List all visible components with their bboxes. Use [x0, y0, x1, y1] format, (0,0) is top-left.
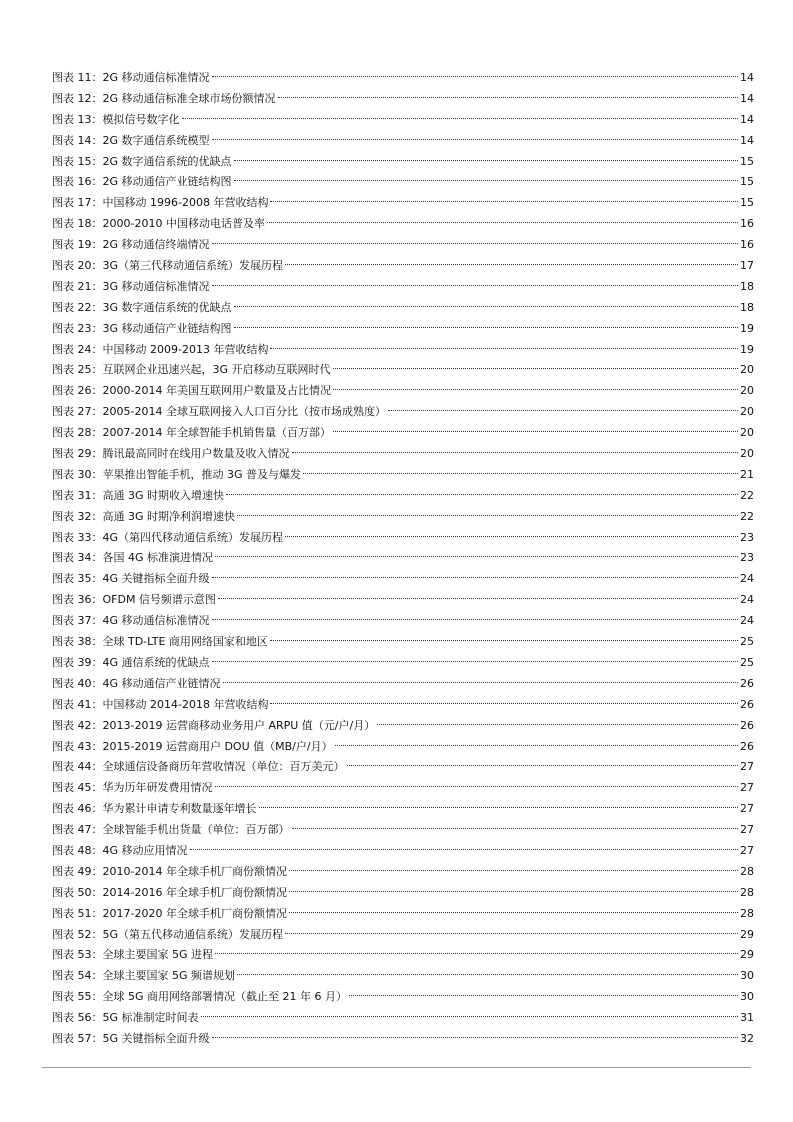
toc-entry-title[interactable]: 图表 11：2G 移动通信标准情况 — [52, 71, 210, 84]
dot-leader — [289, 912, 738, 913]
footer-divider — [42, 1067, 751, 1068]
toc-entry[interactable] — [52, 193, 754, 214]
toc-entry-page-number[interactable]: 27 — [740, 760, 754, 774]
toc-entry[interactable] — [52, 548, 754, 569]
toc-entry[interactable] — [52, 256, 754, 277]
toc-entry[interactable] — [52, 945, 754, 966]
toc-entry-title[interactable]: 图表 13：模拟信号数字化 — [52, 112, 180, 126]
toc-entry-page-number[interactable]: 17 — [740, 259, 754, 273]
toc-entry-title[interactable]: 图表 41：中国移动 2014-2018 年营收结构 — [52, 697, 269, 711]
toc-entry-title[interactable]: 图表 27：2005-2014 全球互联网接入人口百分比（按市场成熟度） — [52, 405, 386, 419]
toc-entry[interactable] — [52, 507, 754, 528]
toc-entry-page-number[interactable]: 24 — [740, 593, 754, 607]
table-of-figures — [52, 68, 754, 1050]
toc-entry-title[interactable]: 图表 53：全球主要国家 5G 进程 — [52, 948, 214, 962]
dot-leader — [270, 640, 738, 641]
toc-entry-page-number[interactable]: 27 — [740, 823, 754, 837]
toc-entry-title[interactable]: 图表 26：2000-2014 年美国互联网用户数量及占比情况 — [52, 384, 331, 398]
dot-leader — [226, 494, 738, 495]
toc-entry[interactable] — [52, 152, 754, 173]
toc-entry[interactable] — [52, 214, 754, 235]
toc-entry-page-number[interactable]: 19 — [740, 321, 754, 335]
toc-entry[interactable] — [52, 925, 754, 946]
toc-entry-page-number[interactable]: 27 — [740, 802, 754, 816]
toc-entry[interactable] — [52, 778, 754, 799]
dot-leader — [285, 536, 738, 537]
toc-entry-title[interactable]: 图表 43：2015-2019 运营商用户 DOU 值（MB/户/月） — [52, 739, 333, 753]
toc-entry-title[interactable]: 图表 34：各国 4G 标准演进情况 — [52, 551, 214, 565]
toc-entry[interactable] — [52, 68, 754, 89]
toc-entry-title[interactable]: 图表 20：3G（第三代移动通信系统）发展历程 — [52, 259, 284, 273]
dot-leader — [377, 724, 738, 725]
dot-leader — [349, 995, 738, 996]
toc-entry-page-number[interactable]: 29 — [740, 927, 754, 941]
toc-entry-title[interactable]: 图表 21：3G 移动通信标准情况 — [52, 279, 210, 293]
toc-entry-title[interactable]: 图表 23：3G 移动通信产业链结构图 — [52, 321, 232, 335]
toc-entry-page-number[interactable]: 25 — [740, 655, 754, 669]
toc-entry-page-number[interactable]: 18 — [740, 300, 754, 314]
dot-leader — [201, 1016, 738, 1017]
toc-entry-title[interactable]: 图表 32：高通 3G 时期净利润增速快 — [52, 509, 236, 523]
toc-entry-page-number[interactable]: 26 — [740, 718, 754, 732]
toc-entry[interactable] — [52, 1029, 754, 1050]
toc-entry[interactable] — [52, 695, 754, 716]
dot-leader — [333, 389, 738, 390]
toc-entry-page-number[interactable]: 20 — [740, 363, 754, 377]
dot-leader — [270, 703, 738, 704]
toc-entry-page-number[interactable]: 15 — [740, 196, 754, 210]
toc-entry-title[interactable]: 图表 36：OFDM 信号频谱示意图 — [52, 593, 216, 607]
dot-leader — [234, 180, 738, 181]
toc-entry-title[interactable]: 图表 18：2000-2010 中国移动电话普及率 — [52, 217, 265, 231]
dot-leader — [212, 577, 738, 578]
toc-entry-title[interactable]: 图表 55：全球 5G 商用网络部署情况（截止至 21 年 6 月） — [52, 990, 347, 1004]
dot-leader — [234, 327, 738, 328]
toc-entry-title[interactable]: 图表 33：4G（第四代移动通信系统）发展历程 — [52, 530, 284, 544]
toc-entry-title[interactable]: 图表 45：华为历年研发费用情况 — [52, 781, 213, 795]
dot-leader — [223, 682, 738, 683]
toc-entry[interactable] — [52, 402, 754, 423]
dot-leader — [212, 285, 738, 286]
toc-entry-title[interactable]: 图表 17：中国移动 1996-2008 年营收结构 — [52, 196, 269, 210]
toc-entry-page-number[interactable]: 26 — [740, 739, 754, 753]
toc-entry-title[interactable]: 图表 22：3G 数字通信系统的优缺点 — [52, 300, 232, 314]
toc-entry-page-number[interactable]: 24 — [740, 614, 754, 628]
toc-entry[interactable] — [52, 841, 754, 862]
toc-entry-title[interactable]: 图表 42：2013-2019 运营商移动业务用户 ARPU 值（元/户/月） — [52, 718, 376, 732]
toc-entry-page-number[interactable]: 28 — [740, 906, 754, 920]
dot-leader — [218, 598, 738, 599]
toc-entry-title[interactable]: 图表 15：2G 数字通信系统的优缺点 — [52, 154, 232, 168]
toc-entry[interactable] — [52, 131, 754, 152]
toc-entry-title[interactable]: 图表 54：全球主要国家 5G 频谱规划 — [52, 969, 236, 983]
toc-entry-title[interactable]: 图表 30：苹果推出智能手机，推动 3G 普及与爆发 — [52, 467, 302, 481]
toc-entry-title[interactable]: 图表 52：5G（第五代移动通信系统）发展历程 — [52, 927, 284, 941]
toc-entry-title[interactable]: 图表 51：2017-2020 年全球手机厂商份额情况 — [52, 906, 287, 920]
dot-leader — [270, 201, 738, 202]
toc-entry[interactable] — [52, 172, 754, 193]
dot-leader — [289, 891, 738, 892]
toc-entry[interactable] — [52, 340, 754, 361]
toc-entry[interactable] — [52, 89, 754, 110]
toc-entry-title[interactable]: 图表 12：2G 移动通信标准全球市场份额情况 — [52, 91, 276, 105]
dot-leader — [212, 619, 738, 620]
dot-leader — [234, 160, 738, 161]
toc-entry-page-number[interactable]: 23 — [740, 530, 754, 544]
toc-entry[interactable] — [52, 862, 754, 883]
toc-entry[interactable] — [52, 737, 754, 758]
toc-entry[interactable] — [52, 716, 754, 737]
toc-entry[interactable] — [52, 486, 754, 507]
toc-entry-title[interactable]: 图表 29：腾讯最高同时在线用户数量及收入情况 — [52, 447, 290, 461]
toc-entry[interactable] — [52, 528, 754, 549]
dot-leader — [292, 452, 739, 453]
dot-leader — [182, 118, 739, 119]
toc-entry-page-number[interactable]: 21 — [740, 467, 754, 481]
dot-leader — [215, 786, 739, 787]
toc-entry[interactable] — [52, 110, 754, 131]
toc-entry[interactable] — [52, 883, 754, 904]
toc-entry-page-number[interactable]: 14 — [740, 71, 754, 84]
toc-entry-title[interactable]: 图表 57：5G 关键指标全面升级 — [52, 1031, 210, 1045]
toc-entry-page-number[interactable]: 20 — [740, 426, 754, 440]
toc-entry-title[interactable]: 图表 35：4G 关键指标全面升级 — [52, 572, 210, 586]
toc-entry[interactable] — [52, 757, 754, 778]
dot-leader — [215, 556, 738, 557]
toc-entry-title[interactable]: 图表 40：4G 移动通信产业链情况 — [52, 676, 221, 690]
toc-entry-title[interactable]: 图表 46：华为累计申请专利数量逐年增长 — [52, 802, 257, 816]
dot-leader — [270, 348, 738, 349]
dot-leader — [285, 933, 738, 934]
toc-entry[interactable] — [52, 820, 754, 841]
toc-entry-page-number[interactable]: 22 — [740, 488, 754, 502]
toc-entry-page-number[interactable]: 15 — [740, 175, 754, 189]
toc-entry-page-number[interactable]: 14 — [740, 91, 754, 105]
toc-entry[interactable] — [52, 235, 754, 256]
dot-leader — [259, 807, 739, 808]
toc-entry-page-number[interactable]: 30 — [740, 969, 754, 983]
toc-entry-page-number[interactable]: 27 — [740, 843, 754, 857]
toc-entry-title[interactable]: 图表 38：全球 TD-LTE 商用网络国家和地区 — [52, 635, 268, 649]
toc-entry-title[interactable]: 图表 28：2007-2014 年全球智能手机销售量（百万部） — [52, 426, 331, 440]
dot-leader — [347, 765, 739, 766]
toc-entry[interactable] — [52, 381, 754, 402]
dot-leader — [190, 849, 738, 850]
toc-entry-title[interactable]: 图表 47：全球智能手机出货量（单位：百万部） — [52, 823, 290, 837]
toc-entry-title[interactable]: 图表 24：中国移动 2009-2013 年营收结构 — [52, 342, 269, 356]
toc-entry[interactable] — [52, 590, 754, 611]
toc-entry-page-number[interactable]: 26 — [740, 697, 754, 711]
dot-leader — [212, 243, 738, 244]
dot-leader — [215, 953, 738, 954]
toc-entry-page-number[interactable]: 18 — [740, 279, 754, 293]
toc-entry-page-number[interactable]: 31 — [740, 1011, 754, 1025]
toc-entry-page-number[interactable]: 19 — [740, 342, 754, 356]
toc-entry[interactable] — [52, 465, 754, 486]
dot-leader — [212, 139, 738, 140]
toc-entry-page-number[interactable]: 26 — [740, 676, 754, 690]
toc-entry-title[interactable]: 图表 37：4G 移动通信标准情况 — [52, 614, 210, 628]
toc-entry-page-number[interactable]: 20 — [740, 405, 754, 419]
toc-entry-title[interactable]: 图表 14：2G 数字通信系统模型 — [52, 133, 210, 147]
toc-entry[interactable] — [52, 966, 754, 987]
toc-entry-page-number[interactable]: 29 — [740, 948, 754, 962]
toc-entry[interactable] — [52, 319, 754, 340]
dot-leader — [333, 368, 738, 369]
toc-entry-page-number[interactable]: 27 — [740, 781, 754, 795]
toc-entry-title[interactable]: 图表 31：高通 3G 时期收入增速快 — [52, 488, 225, 502]
toc-entry-page-number[interactable]: 28 — [740, 885, 754, 899]
toc-entry-page-number[interactable]: 22 — [740, 509, 754, 523]
toc-entry[interactable] — [52, 987, 754, 1008]
toc-entry-page-number[interactable]: 14 — [740, 133, 754, 147]
dot-leader — [212, 76, 738, 77]
dot-leader — [267, 222, 738, 223]
dot-leader — [212, 661, 738, 662]
toc-entry[interactable] — [52, 653, 754, 674]
toc-entry-page-number[interactable]: 24 — [740, 572, 754, 586]
toc-entry[interactable] — [52, 569, 754, 590]
toc-entry-page-number[interactable]: 20 — [740, 447, 754, 461]
toc-entry-page-number[interactable]: 23 — [740, 551, 754, 565]
toc-entry-title[interactable]: 图表 39：4G 通信系统的优缺点 — [52, 655, 210, 669]
toc-entry-page-number[interactable]: 20 — [740, 384, 754, 398]
dot-leader — [234, 306, 738, 307]
toc-entry-page-number[interactable]: 14 — [740, 112, 754, 126]
toc-entry-title[interactable]: 图表 49：2010-2014 年全球手机厂商份额情况 — [52, 864, 287, 878]
dot-leader — [278, 97, 738, 98]
toc-entry-page-number[interactable]: 25 — [740, 635, 754, 649]
toc-entry-page-number[interactable]: 16 — [740, 217, 754, 231]
toc-entry[interactable] — [52, 444, 754, 465]
toc-entry[interactable] — [52, 632, 754, 653]
toc-entry-title[interactable]: 图表 48：4G 移动应用情况 — [52, 843, 188, 857]
toc-entry[interactable] — [52, 799, 754, 820]
toc-entry-title[interactable]: 图表 44：全球通信设备商历年营收情况（单位：百万美元） — [52, 760, 345, 774]
toc-entry-title[interactable]: 图表 56：5G 标准制定时间表 — [52, 1011, 199, 1025]
toc-entry[interactable] — [52, 1008, 754, 1029]
toc-entry[interactable] — [52, 277, 754, 298]
dot-leader — [303, 473, 738, 474]
dot-leader — [212, 1037, 738, 1038]
toc-entry-title[interactable]: 图表 50：2014-2016 年全球手机厂商份额情况 — [52, 885, 287, 899]
toc-entry-page-number[interactable]: 32 — [740, 1031, 754, 1045]
dot-leader — [388, 410, 738, 411]
toc-entry-page-number[interactable]: 30 — [740, 990, 754, 1004]
toc-entry-page-number[interactable]: 16 — [740, 238, 754, 252]
toc-entry[interactable] — [52, 611, 754, 632]
toc-entry[interactable] — [52, 904, 754, 925]
toc-entry-title[interactable]: 图表 19：2G 移动通信终端情况 — [52, 238, 210, 252]
toc-entry-page-number[interactable]: 15 — [740, 154, 754, 168]
toc-entry[interactable] — [52, 674, 754, 695]
toc-entry[interactable] — [52, 423, 754, 444]
dot-leader — [292, 828, 739, 829]
toc-entry[interactable] — [52, 360, 754, 381]
toc-entry-title[interactable]: 图表 16：2G 移动通信产业链结构图 — [52, 175, 232, 189]
toc-entry-page-number[interactable]: 28 — [740, 864, 754, 878]
dot-leader — [333, 431, 738, 432]
toc-entry[interactable] — [52, 298, 754, 319]
dot-leader — [285, 264, 738, 265]
dot-leader — [237, 515, 738, 516]
toc-entry-title[interactable]: 图表 25：互联网企业迅速兴起，3G 开启移动互联网时代 — [52, 363, 331, 377]
dot-leader — [335, 745, 738, 746]
dot-leader — [237, 974, 738, 975]
dot-leader — [289, 870, 738, 871]
